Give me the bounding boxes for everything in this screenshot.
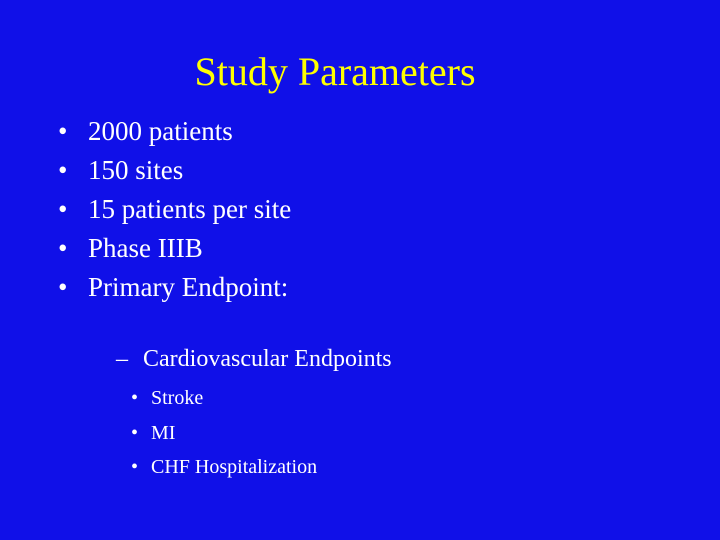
- bullet-text: Primary Endpoint:: [88, 272, 289, 302]
- slide-title: Study Parameters: [194, 49, 476, 94]
- bullet-text: 2000 patients: [88, 116, 233, 146]
- sub-bullet-text: Cardiovascular Endpoints: [143, 346, 392, 372]
- bullet-icon: •: [58, 233, 68, 263]
- sub-sub-bullet-text: Stroke: [151, 387, 204, 409]
- sub-sub-bullet-text: MI: [151, 421, 176, 444]
- bullet-icon: •: [58, 116, 68, 146]
- bullet-icon: •: [131, 387, 139, 409]
- bullet-icon: •: [58, 272, 68, 302]
- bullet-icon: •: [58, 155, 68, 185]
- bullet-text: 15 patients per site: [88, 194, 292, 224]
- bullet-icon: •: [131, 421, 139, 444]
- bullet-icon: •: [58, 194, 68, 224]
- dash-icon: –: [116, 346, 128, 372]
- bullet-icon: •: [131, 456, 139, 478]
- bullet-text: Phase IIIB: [88, 233, 203, 263]
- sub-sub-bullet-text: CHF Hospitalization: [151, 456, 318, 478]
- bullet-text: 150 sites: [88, 155, 184, 185]
